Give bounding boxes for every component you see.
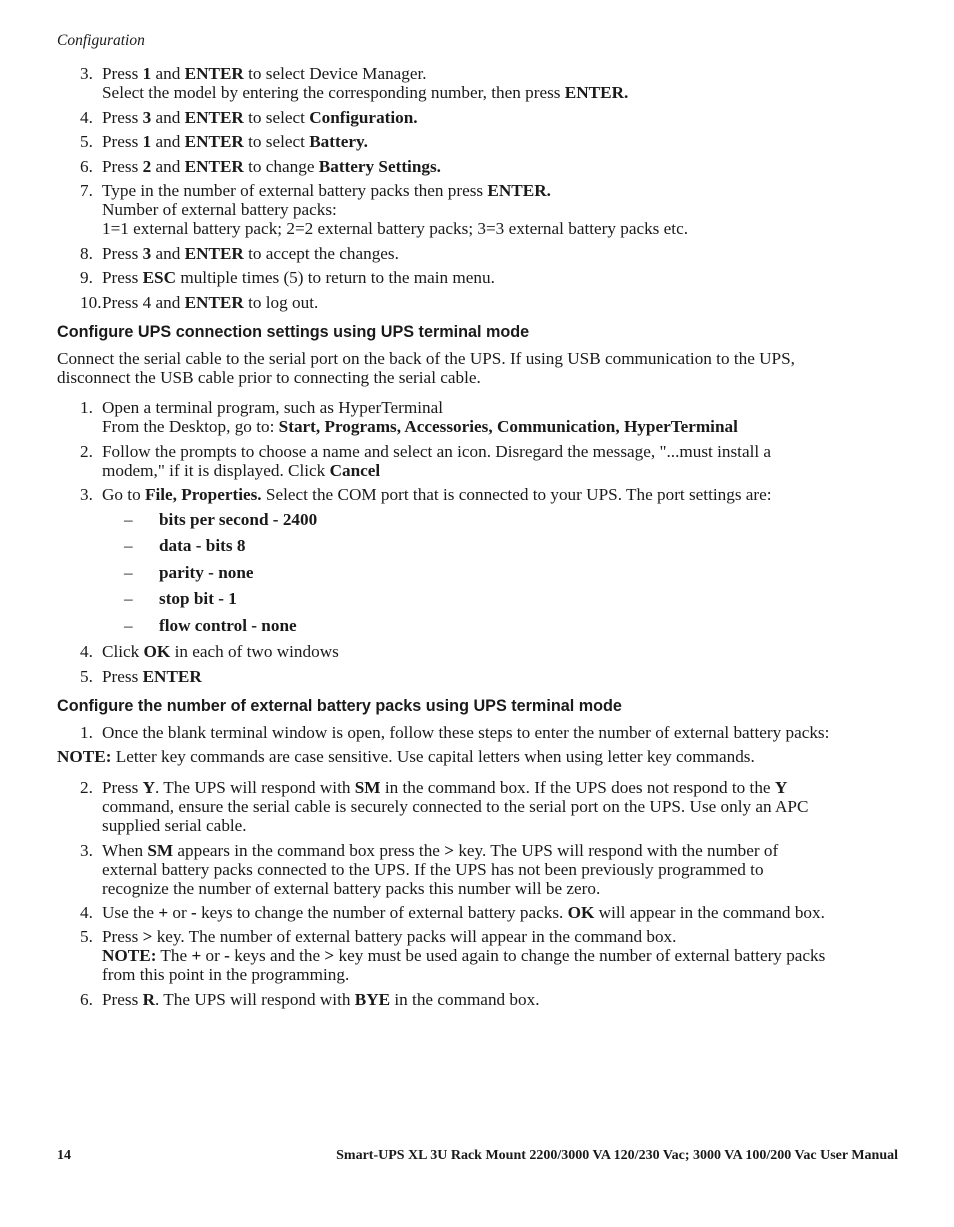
item-number: 1. [80,723,93,742]
item-text: Press 4 and ENTER to log out. [102,293,319,312]
item-number: 1. [80,398,93,417]
item-text: Press 3 and ENTER to accept the changes. [102,244,399,263]
item-text-line3: 1=1 external battery pack; 2=2 external battery packs; 3=3 external battery packs etc. [102,219,688,238]
item-number: 5. [80,132,93,151]
item-number: 3. [80,64,93,83]
item-number: 5. [80,927,93,946]
dash-bullet: – [124,536,133,555]
item-number: 3. [80,485,93,504]
item-text: Press R. The UPS will respond with BYE in the command box. [102,990,540,1009]
item-text: Go to File, Properties. Select the COM port that is connected to your UPS. The port settings are: [102,485,772,504]
item-text: When SM appears in the command box press the > key. The UPS will respond with the number of [102,841,779,860]
item-text-line2: command, ensure the serial cable is securely connected to the serial port on the UPS. Use only an APC [102,797,809,816]
intro-line-2: disconnect the USB cable prior to connecting the serial cable. [57,368,481,387]
item-text: Press Y. The UPS will respond with SM in the command box. If the UPS does not respond to the Y [102,778,788,797]
item-text-line2: Select the model by entering the corresponding number, then press ENTER. [102,83,629,102]
item-text: Type in the number of external battery packs then press ENTER. [102,181,551,200]
setting-text: bits per second - 2400 [159,510,318,529]
item-text: Follow the prompts to choose a name and select an icon. Disregard the message, "...must install a [102,442,772,461]
setting-text: data - bits 8 [159,536,246,555]
item-text: Press 2 and ENTER to change Battery Settings. [102,157,441,176]
item-text: Press 3 and ENTER to select Configuration. [102,108,418,127]
item-text-line2: Number of external battery packs: [102,200,337,219]
item-number: 5. [80,667,93,686]
item-text: Once the blank terminal window is open, follow these steps to enter the number of external battery packs: [102,723,830,742]
dash-bullet: – [124,616,133,635]
item-text: Press ENTER [102,667,202,686]
setting-text: parity - none [159,563,254,582]
item-text: Press ESC multiple times (5) to return to the main menu. [102,268,495,287]
item-number: 2. [80,442,93,461]
item-text: Press 1 and ENTER to select Battery. [102,132,368,151]
item-text-line3: supplied serial cable. [102,816,247,835]
dash-bullet: – [124,589,133,608]
section-heading-connection: Configure UPS connection settings using UPS terminal mode [57,323,530,341]
note-text: NOTE: Letter key commands are case sensitive. Use capital letters when using letter key commands. [57,747,755,766]
item-text-line3: from this point in the programming. [102,965,350,984]
item-number: 4. [80,642,93,661]
page-number: 14 [57,1148,71,1163]
item-text-line2: modem," if it is displayed. Click Cancel [102,461,381,480]
setting-text: flow control - none [159,616,297,635]
setting-text: stop bit - 1 [159,589,237,608]
item-number: 3. [80,841,93,860]
item-number: 10. [80,293,102,312]
running-head: Configuration [57,32,145,49]
item-number: 9. [80,268,93,287]
item-number: 2. [80,778,93,797]
item-number: 4. [80,903,93,922]
item-number: 4. [80,108,93,127]
item-number: 6. [80,157,93,176]
item-number: 8. [80,244,93,263]
item-text: Press > key. The number of external battery packs will appear in the command box. [102,927,677,946]
item-text-line3: recognize the number of external battery packs this number will be zero. [102,879,601,898]
item-text: Use the + or - keys to change the number of external battery packs. OK will appear in the command box. [102,903,825,922]
item-text: Press 1 and ENTER to select Device Manager. [102,64,427,83]
intro-line-1: Connect the serial cable to the serial port on the back of the UPS. If using USB communication to the UPS, [57,349,795,368]
item-number: 6. [80,990,93,1009]
item-text: Open a terminal program, such as HyperTerminal [102,398,443,417]
item-text: Click OK in each of two windows [102,642,339,661]
item-number: 7. [80,181,93,200]
manual-title: Smart-UPS XL 3U Rack Mount 2200/3000 VA 120/230 Vac; 3000 VA 100/200 Vac User Manual [336,1148,898,1163]
item-text-line2: external battery packs connected to the UPS. If the UPS has not been previously programmed to [102,860,764,879]
dash-bullet: – [124,563,133,582]
section-heading-battery-packs: Configure the number of external battery packs using UPS terminal mode [57,697,622,715]
item-text-line2: From the Desktop, go to: Start, Programs, Accessories, Communication, HyperTerminal [102,417,738,436]
item-text-line2: NOTE: The + or - keys and the > key must be used again to change the number of external battery packs [102,946,826,965]
dash-bullet: – [124,510,133,529]
